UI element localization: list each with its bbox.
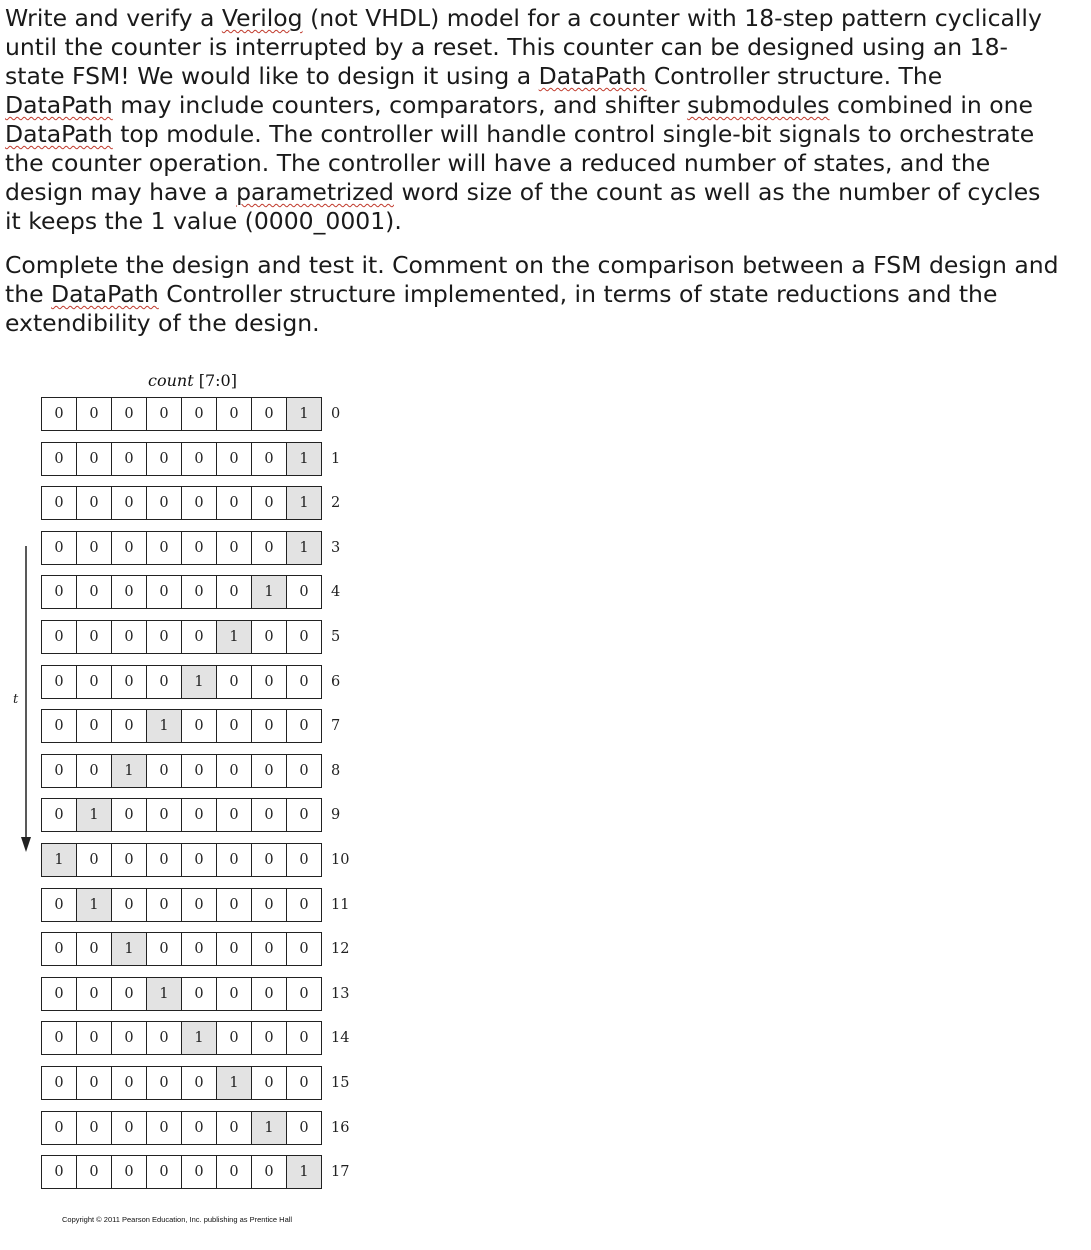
bit-cell-active: 1 bbox=[252, 1111, 287, 1145]
bit-cell: 0 bbox=[112, 843, 147, 877]
text-segment: Write and verify a bbox=[5, 4, 222, 32]
bit-cell: 0 bbox=[182, 1066, 217, 1100]
bit-cell: 0 bbox=[252, 1066, 287, 1100]
count-row bbox=[41, 531, 322, 565]
bit-cell: 0 bbox=[217, 977, 252, 1011]
bit-cell: 0 bbox=[217, 888, 252, 922]
text-segment: the counter operation. The controller will have a reduced number of states, and the bbox=[5, 149, 991, 177]
bit-cell: 0 bbox=[41, 531, 77, 565]
bit-cell-active: 1 bbox=[287, 486, 322, 520]
text-line bbox=[5, 207, 1087, 236]
step-index: 2 bbox=[331, 495, 341, 511]
bit-cell: 0 bbox=[217, 665, 252, 699]
count-row bbox=[41, 888, 322, 922]
bit-cell: 0 bbox=[147, 888, 182, 922]
problem-paragraph-1 bbox=[5, 4, 1087, 236]
bit-cell: 0 bbox=[112, 798, 147, 832]
text-segment: top module. The controller will handle control single-bit signals to orchestrate bbox=[112, 120, 1035, 148]
text-line bbox=[5, 178, 1087, 207]
figure-title-signal: count bbox=[148, 371, 194, 390]
bit-cell-active: 1 bbox=[77, 798, 112, 832]
bit-cell: 0 bbox=[217, 1111, 252, 1145]
count-row bbox=[41, 575, 322, 609]
bit-cell: 0 bbox=[252, 754, 287, 788]
bit-cell: 0 bbox=[287, 888, 322, 922]
text-segment: may include counters, comparators, and shifter bbox=[112, 91, 688, 119]
bit-cell: 0 bbox=[287, 1066, 322, 1100]
bit-cell-active: 1 bbox=[41, 843, 77, 877]
step-index: 0 bbox=[331, 406, 341, 422]
bit-cell: 0 bbox=[77, 932, 112, 966]
bit-cell: 0 bbox=[252, 932, 287, 966]
spellcheck-flagged-word: DataPath bbox=[5, 120, 113, 148]
step-index: 15 bbox=[331, 1075, 350, 1091]
bit-cell: 0 bbox=[147, 754, 182, 788]
text-segment: design may have a bbox=[5, 178, 237, 206]
bit-cell: 0 bbox=[217, 932, 252, 966]
bit-cell: 0 bbox=[252, 1155, 287, 1189]
bit-cell: 0 bbox=[41, 798, 77, 832]
bit-cell: 0 bbox=[112, 665, 147, 699]
text-line bbox=[5, 91, 1087, 120]
bit-cell: 0 bbox=[112, 1155, 147, 1189]
bit-cell: 0 bbox=[287, 1021, 322, 1055]
bit-cell: 0 bbox=[147, 932, 182, 966]
text-segment: Complete the design and test it. Comment on the comparison between a FSM design and bbox=[5, 251, 1059, 279]
bit-cell: 0 bbox=[182, 1111, 217, 1145]
bit-cell: 0 bbox=[41, 754, 77, 788]
spellcheck-flagged-word: DataPath bbox=[51, 280, 159, 308]
bit-cell: 0 bbox=[147, 665, 182, 699]
bit-cell: 0 bbox=[182, 1155, 217, 1189]
step-index: 5 bbox=[331, 629, 341, 645]
text-line bbox=[5, 4, 1087, 33]
bit-cell: 0 bbox=[252, 798, 287, 832]
count-row bbox=[41, 932, 322, 966]
bit-cell: 0 bbox=[217, 442, 252, 476]
step-index: 1 bbox=[331, 451, 341, 467]
bit-cell: 0 bbox=[77, 754, 112, 788]
step-index: 13 bbox=[331, 986, 350, 1002]
bit-cell: 0 bbox=[252, 1021, 287, 1055]
bit-cell: 0 bbox=[41, 575, 77, 609]
bit-cell: 0 bbox=[182, 932, 217, 966]
bit-cell: 0 bbox=[77, 1066, 112, 1100]
bit-cell: 0 bbox=[182, 575, 217, 609]
spellcheck-flagged-word: Verilog bbox=[221, 4, 303, 32]
count-row bbox=[41, 665, 322, 699]
bit-cell: 0 bbox=[182, 754, 217, 788]
bit-cell: 0 bbox=[147, 1066, 182, 1100]
bit-cell: 0 bbox=[182, 397, 217, 431]
step-index: 12 bbox=[331, 941, 350, 957]
step-index: 9 bbox=[331, 807, 341, 823]
text-line bbox=[5, 33, 1087, 62]
count-row bbox=[41, 397, 322, 431]
problem-paragraph-2 bbox=[5, 251, 1087, 338]
bit-cell: 0 bbox=[217, 575, 252, 609]
bit-cell-active: 1 bbox=[287, 397, 322, 431]
step-index: 14 bbox=[331, 1030, 350, 1046]
bit-cell: 0 bbox=[112, 709, 147, 743]
bit-cell: 0 bbox=[217, 1155, 252, 1189]
bit-cell: 0 bbox=[287, 932, 322, 966]
bit-cell: 0 bbox=[41, 442, 77, 476]
bit-cell: 0 bbox=[287, 620, 322, 654]
bit-cell: 0 bbox=[147, 486, 182, 520]
bit-cell: 0 bbox=[252, 665, 287, 699]
count-row bbox=[41, 709, 322, 743]
bit-cell: 0 bbox=[77, 575, 112, 609]
step-index: 11 bbox=[331, 897, 350, 913]
bit-cell: 0 bbox=[77, 486, 112, 520]
text-segment: (not VHDL) model for a counter with 18-step pattern cyclically bbox=[302, 4, 1042, 32]
bit-cell: 0 bbox=[217, 531, 252, 565]
count-row bbox=[41, 1021, 322, 1055]
bit-cell: 0 bbox=[147, 1155, 182, 1189]
text-segment: state FSM! We would like to design it using a bbox=[5, 62, 539, 90]
bit-cell: 0 bbox=[182, 888, 217, 922]
count-row bbox=[41, 486, 322, 520]
count-row bbox=[41, 442, 322, 476]
bit-cell: 0 bbox=[112, 1111, 147, 1145]
bit-cell-active: 1 bbox=[182, 1021, 217, 1055]
bit-cell: 0 bbox=[182, 620, 217, 654]
bit-cell-active: 1 bbox=[147, 709, 182, 743]
bit-cell-active: 1 bbox=[287, 1155, 322, 1189]
bit-cell: 0 bbox=[77, 665, 112, 699]
bit-cell: 0 bbox=[182, 531, 217, 565]
step-index: 6 bbox=[331, 674, 341, 690]
bit-cell: 0 bbox=[252, 397, 287, 431]
bit-cell: 0 bbox=[182, 486, 217, 520]
step-index: 16 bbox=[331, 1120, 350, 1136]
copyright-notice: Copyright © 2011 Pearson Education, Inc. publishing as Prentice Hall bbox=[62, 1215, 293, 1224]
bit-cell: 0 bbox=[112, 1066, 147, 1100]
step-index: 10 bbox=[331, 852, 350, 868]
bit-cell: 0 bbox=[147, 1111, 182, 1145]
figure-title-range: [7:0] bbox=[198, 371, 237, 390]
bit-cell: 0 bbox=[217, 754, 252, 788]
bit-cell: 0 bbox=[252, 620, 287, 654]
text-segment: combined in one bbox=[829, 91, 1033, 119]
bit-cell: 0 bbox=[77, 620, 112, 654]
bit-cell: 0 bbox=[112, 397, 147, 431]
bit-cell: 0 bbox=[112, 1021, 147, 1055]
count-row bbox=[41, 620, 322, 654]
text-segment: the bbox=[5, 280, 52, 308]
time-axis-label: t bbox=[13, 692, 19, 707]
count-row bbox=[41, 1155, 322, 1189]
step-index: 4 bbox=[331, 584, 341, 600]
step-index: 8 bbox=[331, 763, 341, 779]
bit-cell: 0 bbox=[147, 531, 182, 565]
bit-cell: 0 bbox=[112, 620, 147, 654]
bit-cell: 0 bbox=[41, 397, 77, 431]
count-row bbox=[41, 977, 322, 1011]
text-segment: Controller structure. The bbox=[646, 62, 943, 90]
spellcheck-flagged-word: submodules bbox=[687, 91, 830, 119]
bit-cell-active: 1 bbox=[112, 932, 147, 966]
count-row bbox=[41, 1111, 322, 1145]
bit-cell-active: 1 bbox=[217, 1066, 252, 1100]
bit-cell: 0 bbox=[41, 709, 77, 743]
bit-cell: 0 bbox=[182, 977, 217, 1011]
text-line bbox=[5, 149, 1087, 178]
bit-cell: 0 bbox=[287, 709, 322, 743]
bit-cell: 0 bbox=[217, 709, 252, 743]
bit-cell: 0 bbox=[252, 442, 287, 476]
text-segment: until the counter is interrupted by a reset. This counter can be designed using an 18- bbox=[5, 33, 1009, 61]
bit-cell: 0 bbox=[182, 798, 217, 832]
bit-cell-active: 1 bbox=[112, 754, 147, 788]
bit-cell: 0 bbox=[77, 977, 112, 1011]
bit-cell: 0 bbox=[41, 977, 77, 1011]
bit-cell-active: 1 bbox=[77, 888, 112, 922]
figure-title bbox=[148, 371, 237, 390]
bit-cell: 0 bbox=[252, 977, 287, 1011]
bit-cell: 0 bbox=[41, 1066, 77, 1100]
bit-cell: 0 bbox=[147, 843, 182, 877]
text-line bbox=[5, 62, 1087, 91]
text-line bbox=[5, 120, 1087, 149]
bit-cell: 0 bbox=[77, 843, 112, 877]
time-arrow-icon bbox=[18, 546, 34, 856]
bit-cell: 0 bbox=[77, 1111, 112, 1145]
bit-cell-active: 1 bbox=[252, 575, 287, 609]
text-line bbox=[5, 280, 1087, 309]
bit-cell: 0 bbox=[287, 798, 322, 832]
count-row bbox=[41, 798, 322, 832]
bit-cell: 0 bbox=[112, 442, 147, 476]
bit-cell: 0 bbox=[287, 1111, 322, 1145]
bit-cell: 0 bbox=[112, 486, 147, 520]
bit-cell-active: 1 bbox=[147, 977, 182, 1011]
bit-cell: 0 bbox=[147, 620, 182, 654]
bit-cell: 0 bbox=[41, 1111, 77, 1145]
bit-cell: 0 bbox=[41, 620, 77, 654]
bit-cell-active: 1 bbox=[287, 442, 322, 476]
bit-cell: 0 bbox=[147, 798, 182, 832]
bit-cell: 0 bbox=[112, 888, 147, 922]
count-row bbox=[41, 843, 322, 877]
bit-cell: 0 bbox=[217, 843, 252, 877]
bit-cell: 0 bbox=[41, 888, 77, 922]
spellcheck-flagged-word: DataPath bbox=[538, 62, 647, 90]
bit-cell: 0 bbox=[112, 575, 147, 609]
text-segment: extendibility of the design. bbox=[5, 309, 320, 337]
bit-cell: 0 bbox=[77, 709, 112, 743]
text-segment: word size of the count as well as the number of cycles bbox=[393, 178, 1041, 206]
bit-cell: 0 bbox=[41, 1155, 77, 1189]
bit-cell: 0 bbox=[217, 397, 252, 431]
bit-cell: 0 bbox=[217, 1021, 252, 1055]
bit-cell-active: 1 bbox=[217, 620, 252, 654]
bit-cell: 0 bbox=[287, 754, 322, 788]
text-segment: Controller structure implemented, in terms of state reductions and the bbox=[158, 280, 998, 308]
bit-cell: 0 bbox=[41, 1021, 77, 1055]
bit-cell: 0 bbox=[147, 1021, 182, 1055]
bit-cell: 0 bbox=[252, 531, 287, 565]
bit-cell-active: 1 bbox=[182, 665, 217, 699]
count-row bbox=[41, 754, 322, 788]
bit-cell: 0 bbox=[147, 575, 182, 609]
bit-cell: 0 bbox=[77, 1155, 112, 1189]
bit-cell: 0 bbox=[112, 531, 147, 565]
bit-cell: 0 bbox=[217, 798, 252, 832]
bit-cell: 0 bbox=[147, 442, 182, 476]
bit-cell: 0 bbox=[77, 397, 112, 431]
step-index: 17 bbox=[331, 1164, 350, 1180]
step-index: 3 bbox=[331, 540, 341, 556]
bit-cell: 0 bbox=[77, 531, 112, 565]
text-line bbox=[5, 251, 1087, 280]
bit-cell: 0 bbox=[41, 932, 77, 966]
bit-cell: 0 bbox=[287, 843, 322, 877]
bit-cell: 0 bbox=[287, 977, 322, 1011]
count-row bbox=[41, 1066, 322, 1100]
bit-cell: 0 bbox=[287, 665, 322, 699]
spellcheck-flagged-word: DataPath bbox=[5, 91, 113, 119]
bit-cell-active: 1 bbox=[287, 531, 322, 565]
bit-cell: 0 bbox=[252, 486, 287, 520]
step-index: 7 bbox=[331, 718, 341, 734]
bit-cell: 0 bbox=[41, 665, 77, 699]
bit-cell: 0 bbox=[77, 1021, 112, 1055]
bit-cell: 0 bbox=[41, 486, 77, 520]
bit-cell: 0 bbox=[77, 442, 112, 476]
spellcheck-flagged-word: parametrized bbox=[236, 178, 394, 206]
bit-cell: 0 bbox=[287, 575, 322, 609]
bit-cell: 0 bbox=[252, 709, 287, 743]
bit-cell: 0 bbox=[182, 442, 217, 476]
bit-cell: 0 bbox=[252, 843, 287, 877]
bit-cell: 0 bbox=[217, 486, 252, 520]
text-line bbox=[5, 309, 1087, 338]
bit-cell: 0 bbox=[182, 709, 217, 743]
text-segment: it keeps the 1 value (0000_0001). bbox=[5, 207, 402, 235]
bit-cell: 0 bbox=[112, 977, 147, 1011]
bit-cell: 0 bbox=[147, 397, 182, 431]
bit-cell: 0 bbox=[182, 843, 217, 877]
bit-cell: 0 bbox=[252, 888, 287, 922]
